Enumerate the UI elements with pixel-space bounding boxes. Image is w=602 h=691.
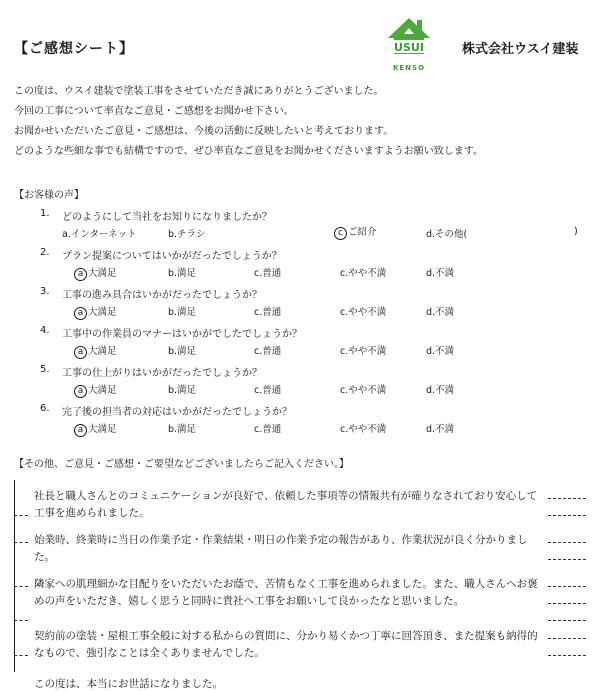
logo-subtext: KENSO — [392, 64, 426, 72]
writing-line — [548, 638, 586, 639]
question-6-text: 完了後の担当者の対応はいかがだったでしょうか？ — [62, 407, 292, 418]
company-logo — [384, 14, 434, 72]
writing-line — [14, 542, 28, 543]
question-6-number: 6. — [40, 403, 50, 414]
q2-option-1[interactable]: b.満足 — [168, 268, 197, 279]
q1-option-c-selected[interactable] — [334, 224, 377, 240]
comment-paragraph-3: 隣家への肌理細かな目配りをいただいたお蔭で、苦情もなく工事を進められました。また、職人さんへお褒めの声をいただき、嬉しく思うと同時に貴社へ工事をお願いして良かったなと思いました。 — [34, 578, 538, 607]
q2-option-4[interactable]: d.不満 — [426, 268, 455, 279]
question-5-number: 5. — [40, 364, 50, 375]
logo-text: USUI — [394, 41, 424, 54]
q1-option-c-label: ご紹介 — [348, 227, 377, 238]
question-4-number: 4. — [40, 325, 50, 336]
page-title: 【ご感想シート】 — [14, 41, 134, 57]
q3-option-2[interactable]: c.普通 — [254, 307, 282, 318]
writing-line — [548, 586, 586, 587]
writing-line — [548, 542, 586, 543]
question-3-number: 3. — [40, 286, 50, 297]
q4-option-4[interactable]: d.不満 — [426, 346, 455, 357]
comment-paragraph-1: 社長と職人さんとのコミュニケーションが良好で、依頼した事項等の情報共有が確りなされており安心して工事を進められました。 — [34, 490, 538, 519]
intro-line-2: 今回の工事について率直なご意見・ご感想をお聞かせ下さい。 — [14, 106, 294, 117]
intro-line-4: どのような些細な事でも結構ですので、ぜひ率直なご意見をお聞かせくださいますようお願い致します。 — [14, 146, 483, 157]
writing-line — [548, 655, 586, 656]
question-2-text: プラン提案についてはいかがだったでしょうか？ — [62, 251, 282, 262]
selected-circle: a — [74, 346, 87, 359]
q6-option-a-selected[interactable] — [74, 421, 117, 437]
comment-paragraph-2: 始業時、終業時に当日の作業予定・作業結果・明日の作業予定の報告があり、作業状況が良く分かりました。 — [34, 534, 528, 563]
q4-option-a-label: 大満足 — [88, 346, 117, 357]
question-2-number: 2. — [40, 247, 50, 258]
question-5-text: 工事の仕上がりはいかがだったでしょうか？ — [62, 368, 262, 379]
q1-option-d-close: ) — [574, 226, 578, 237]
writing-line — [548, 603, 586, 604]
writing-line — [14, 515, 28, 516]
question-1-text: どのようにして当社をお知りになりましたか？ — [62, 212, 272, 223]
q2-option-a-label: 大満足 — [88, 268, 117, 279]
q2-option-2[interactable]: c.普通 — [254, 268, 282, 279]
q3-option-1[interactable]: b.満足 — [168, 307, 197, 318]
q1-option-a[interactable]: a.インターネット — [62, 229, 137, 240]
q6-option-2[interactable]: c.普通 — [254, 424, 282, 435]
writing-line — [548, 515, 586, 516]
q1-option-b[interactable]: b.チラシ — [168, 229, 206, 240]
q3-option-a-selected[interactable] — [74, 304, 117, 320]
writing-line — [548, 620, 586, 621]
selected-circle: a — [74, 268, 87, 281]
writing-line — [14, 655, 28, 656]
company-name: 株式会社ウスイ建装 — [462, 42, 579, 57]
question-4-text: 工事中の作業員のマナーはいかがでしたでしょうか？ — [62, 329, 302, 340]
selected-circle: c — [334, 227, 347, 240]
q5-option-2[interactable]: c.普通 — [254, 385, 282, 396]
q3-option-a-label: 大満足 — [88, 307, 117, 318]
writing-line — [548, 559, 586, 560]
writing-line — [14, 586, 28, 587]
q2-option-3[interactable]: c.やや不満 — [340, 268, 387, 279]
comment-title: 【その他、ご意見・ご感想・ご要望などございましたらご記入ください。】 — [14, 459, 349, 470]
closing-message: この度は、本当にお世話になりました。 — [34, 678, 223, 690]
intro-line-1: この度は、ウスイ建装で塗装工事をさせていただき誠にありがとうございました。 — [14, 86, 384, 97]
q3-option-4[interactable]: d.不満 — [426, 307, 455, 318]
question-1-number: 1. — [40, 208, 50, 219]
q5-option-a-label: 大満足 — [88, 385, 117, 396]
q6-option-4[interactable]: d.不満 — [426, 424, 455, 435]
q5-option-a-selected[interactable] — [74, 382, 117, 398]
q6-option-a-label: 大満足 — [88, 424, 117, 435]
q4-option-2[interactable]: c.普通 — [254, 346, 282, 357]
q6-option-1[interactable]: b.満足 — [168, 424, 197, 435]
q5-option-4[interactable]: d.不満 — [426, 385, 455, 396]
q4-option-3[interactable]: c.やや不満 — [340, 346, 387, 357]
q4-option-1[interactable]: b.満足 — [168, 346, 197, 357]
writing-line — [14, 620, 28, 621]
q5-option-1[interactable]: b.満足 — [168, 385, 197, 396]
question-3-text: 工事の進み具合はいかがだったでしょうか？ — [62, 290, 262, 301]
q2-option-a-selected[interactable] — [74, 265, 117, 281]
house-icon — [384, 14, 434, 64]
q3-option-3[interactable]: c.やや不満 — [340, 307, 387, 318]
selected-circle: a — [74, 307, 87, 320]
q4-option-a-selected[interactable] — [74, 343, 117, 359]
comment-paragraph-4: 契約前の塗装・屋根工事全般に対する私からの質問に、分かり易くかつ丁寧に回答頂き、また提案も納得的なもので、強引なことは全くありませんでした。 — [34, 630, 538, 659]
q1-option-d[interactable]: d.その他( — [426, 229, 468, 240]
selected-circle: a — [74, 424, 87, 437]
writing-line — [548, 498, 586, 499]
intro-line-3: お聞かせいただいたご意見・ご感想は、今後の活動に反映したいと考えております。 — [14, 126, 394, 137]
q6-option-3[interactable]: c.やや不満 — [340, 424, 387, 435]
section-heading: 【お客様の声】 — [14, 190, 84, 201]
q5-option-3[interactable]: c.やや不満 — [340, 385, 387, 396]
selected-circle: a — [74, 385, 87, 398]
